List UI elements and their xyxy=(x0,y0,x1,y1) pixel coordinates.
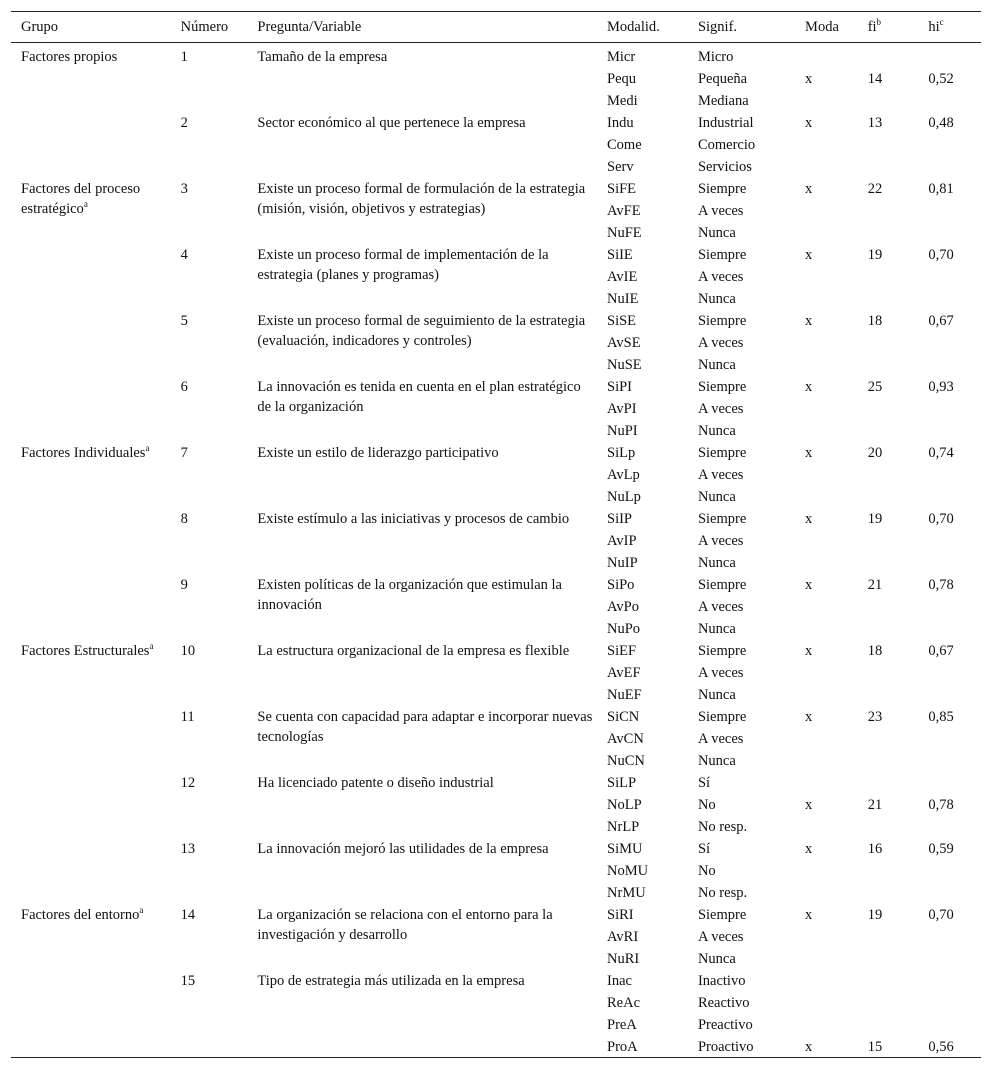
cell-moda xyxy=(795,925,858,947)
cell-moda xyxy=(795,353,858,375)
cell-significado: Siempre xyxy=(697,577,747,593)
grupo-label: Factores Individuales xyxy=(21,445,146,461)
cell-modalidad: NuSE xyxy=(607,357,642,373)
cell-numero: 9 xyxy=(180,577,188,593)
cell-moda xyxy=(795,89,858,111)
cell-modalidad: Indu xyxy=(607,115,634,131)
cell-fi: 14 xyxy=(867,71,883,87)
header-pregunta: Pregunta/Variable xyxy=(247,12,597,43)
cell-moda: x xyxy=(805,181,813,197)
cell-hi: 0,56 xyxy=(928,1039,954,1055)
cell-modalidad: SiEF xyxy=(607,643,637,659)
cell-numero: 6 xyxy=(180,379,188,395)
header-hi-footnote: c xyxy=(939,17,944,28)
cell-significado: Industrial xyxy=(697,115,754,131)
cell-fi: 20 xyxy=(867,445,883,461)
cell-fi: 18 xyxy=(867,313,883,329)
cell-hi xyxy=(918,89,981,111)
cell-hi xyxy=(918,551,981,573)
cell-pregunta: La innovación mejoró las utilidades de la empresa xyxy=(257,841,549,857)
cell-fi xyxy=(858,969,919,991)
cell-moda: x xyxy=(805,577,813,593)
cell-fi: 13 xyxy=(867,115,883,131)
cell-modalidad: Pequ xyxy=(607,71,637,87)
cell-modalidad: ProA xyxy=(607,1039,638,1055)
cell-fi xyxy=(858,221,919,243)
cell-pregunta: La estructura organizacional de la empresa es flexible xyxy=(257,643,570,659)
cell-moda xyxy=(795,331,858,353)
header-fi-label: fi xyxy=(867,19,877,35)
header-row xyxy=(11,12,981,43)
cell-fi xyxy=(858,1013,919,1035)
cell-significado: A veces xyxy=(697,269,744,285)
cell-hi xyxy=(918,419,981,441)
cell-fi xyxy=(858,595,919,617)
cell-numero: 8 xyxy=(180,511,188,527)
cell-significado: No resp. xyxy=(697,885,748,901)
cell-significado: Nunca xyxy=(697,225,736,241)
header-grupo: Grupo xyxy=(11,12,171,43)
cell-fi xyxy=(858,991,919,1013)
cell-moda xyxy=(795,155,858,177)
cell-fi xyxy=(858,529,919,551)
cell-significado: Mediana xyxy=(697,93,749,109)
cell-numero: 11 xyxy=(180,709,195,725)
cell-hi xyxy=(918,661,981,683)
table-row xyxy=(11,177,981,199)
cell-fi xyxy=(858,419,919,441)
cell-fi xyxy=(858,727,919,749)
cell-fi: 15 xyxy=(867,1039,883,1055)
cell-significado: Sí xyxy=(697,775,711,791)
header-hi-label: hi xyxy=(928,19,940,35)
cell-fi: 18 xyxy=(867,643,883,659)
cell-moda xyxy=(795,859,858,881)
cell-numero: 1 xyxy=(180,49,188,65)
cell-pregunta: Existe un proceso formal de formulación de la estrategia (misión, visión, objetivos y estrategias) xyxy=(257,181,586,217)
cell-hi xyxy=(918,683,981,705)
grupo-label: Factores Estructurales xyxy=(21,643,150,659)
cell-moda xyxy=(795,969,858,991)
cell-moda xyxy=(795,265,858,287)
cell-hi: 0,85 xyxy=(928,709,954,725)
cell-fi xyxy=(858,463,919,485)
cell-pregunta: Existe estímulo a las iniciativas y procesos de cambio xyxy=(257,511,570,527)
cell-hi: 0,70 xyxy=(928,247,954,263)
cell-moda: x xyxy=(805,797,813,813)
cell-fi xyxy=(858,397,919,419)
cell-modalidad: AvRI xyxy=(607,929,639,945)
grupo-label: Factores del entorno xyxy=(21,907,140,923)
cell-fi xyxy=(858,287,919,309)
cell-numero: 13 xyxy=(180,841,196,857)
cell-significado: Siempre xyxy=(697,313,747,329)
cell-significado: A veces xyxy=(697,203,744,219)
cell-moda: x xyxy=(805,71,813,87)
cell-hi: 0,81 xyxy=(928,181,954,197)
cell-modalidad: NoMU xyxy=(607,863,649,879)
cell-grupo xyxy=(11,903,171,1058)
cell-modalidad: SiLP xyxy=(607,775,637,791)
cell-moda xyxy=(795,397,858,419)
cell-significado: Nunca xyxy=(697,555,736,571)
cell-hi: 0,93 xyxy=(928,379,954,395)
cell-modalidad: AvSE xyxy=(607,335,641,351)
cell-moda xyxy=(795,881,858,903)
cell-moda xyxy=(795,991,858,1013)
cell-hi xyxy=(918,529,981,551)
cell-modalidad: SiIP xyxy=(607,511,633,527)
cell-moda xyxy=(795,529,858,551)
cell-fi xyxy=(858,771,919,793)
cell-significado: Nunca xyxy=(697,951,736,967)
cell-fi xyxy=(858,199,919,221)
cell-moda xyxy=(795,221,858,243)
cell-significado: Sí xyxy=(697,841,711,857)
cell-fi: 23 xyxy=(867,709,883,725)
innovation-factors-table xyxy=(11,11,981,1058)
cell-modalidad: AvPI xyxy=(607,401,637,417)
cell-hi xyxy=(918,969,981,991)
cell-moda: x xyxy=(805,247,813,263)
cell-hi xyxy=(918,771,981,793)
cell-significado: Proactivo xyxy=(697,1039,754,1055)
cell-fi xyxy=(858,551,919,573)
cell-modalidad: Come xyxy=(607,137,642,153)
header-fi xyxy=(858,12,919,43)
cell-moda xyxy=(795,463,858,485)
cell-modalidad: SiMU xyxy=(607,841,643,857)
cell-moda xyxy=(795,727,858,749)
cell-fi: 16 xyxy=(867,841,883,857)
cell-modalidad: SiCN xyxy=(607,709,640,725)
cell-hi xyxy=(918,485,981,507)
cell-hi xyxy=(918,155,981,177)
cell-hi: 0,67 xyxy=(928,313,954,329)
cell-significado: Inactivo xyxy=(697,973,746,989)
cell-fi xyxy=(858,353,919,375)
cell-fi: 21 xyxy=(867,797,883,813)
cell-hi: 0,78 xyxy=(928,577,954,593)
cell-significado: Nunca xyxy=(697,489,736,505)
cell-modalidad: NuEF xyxy=(607,687,642,703)
cell-hi: 0,74 xyxy=(928,445,954,461)
header-modalidad: Modalid. xyxy=(597,12,688,43)
cell-significado: Siempre xyxy=(697,709,747,725)
cell-fi: 19 xyxy=(867,907,883,923)
cell-moda: x xyxy=(805,1039,813,1055)
cell-modalidad: NuFE xyxy=(607,225,642,241)
cell-modalidad: NuIP xyxy=(607,555,638,571)
cell-numero: 14 xyxy=(180,907,196,923)
cell-hi xyxy=(918,133,981,155)
cell-moda xyxy=(795,199,858,221)
cell-significado: Siempre xyxy=(697,379,747,395)
cell-moda xyxy=(795,419,858,441)
cell-numero: 10 xyxy=(180,643,196,659)
table-row xyxy=(11,639,981,661)
cell-moda: x xyxy=(805,511,813,527)
cell-modalidad: AvCN xyxy=(607,731,644,747)
header-numero: Número xyxy=(171,12,248,43)
cell-numero: 15 xyxy=(180,973,196,989)
cell-hi: 0,48 xyxy=(928,115,954,131)
cell-hi xyxy=(918,815,981,837)
cell-numero: 4 xyxy=(180,247,188,263)
cell-pregunta: Tipo de estrategia más utilizada en la empresa xyxy=(257,973,525,989)
cell-moda xyxy=(795,1013,858,1035)
cell-fi xyxy=(858,265,919,287)
cell-moda xyxy=(795,43,858,68)
cell-fi: 21 xyxy=(867,577,883,593)
cell-fi xyxy=(858,133,919,155)
cell-pregunta: Existe un estilo de liderazgo participativo xyxy=(257,445,499,461)
cell-hi xyxy=(918,221,981,243)
cell-modalidad: Micr xyxy=(607,49,636,65)
cell-hi: 0,70 xyxy=(928,511,954,527)
cell-significado: Comercio xyxy=(697,137,756,153)
cell-modalidad: SiSE xyxy=(607,313,637,329)
cell-fi xyxy=(858,881,919,903)
cell-significado: A veces xyxy=(697,731,744,747)
cell-significado: Nunca xyxy=(697,753,736,769)
cell-modalidad: NuLp xyxy=(607,489,641,505)
cell-moda xyxy=(795,683,858,705)
cell-significado: Nunca xyxy=(697,357,736,373)
header-significado: Signif. xyxy=(688,12,795,43)
cell-modalidad: AvIP xyxy=(607,533,637,549)
cell-fi: 25 xyxy=(867,379,883,395)
cell-pregunta: Existen políticas de la organización que estimulan la innovación xyxy=(257,577,562,613)
cell-pregunta: Existe un proceso formal de seguimiento de la estrategia (evaluación, indicadores y controles) xyxy=(257,313,586,349)
cell-modalidad: Inac xyxy=(607,973,632,989)
cell-significado: Preactivo xyxy=(697,1017,753,1033)
cell-hi: 0,59 xyxy=(928,841,954,857)
cell-modalidad: SiIE xyxy=(607,247,633,263)
grupo-label: Factores propios xyxy=(21,49,118,65)
cell-fi xyxy=(858,617,919,639)
cell-modalidad: NuIE xyxy=(607,291,639,307)
header-fi-footnote: b xyxy=(876,17,882,28)
table-row xyxy=(11,43,981,68)
cell-moda xyxy=(795,287,858,309)
cell-hi xyxy=(918,331,981,353)
table-row xyxy=(11,903,981,925)
cell-significado: A veces xyxy=(697,665,744,681)
cell-significado: Reactivo xyxy=(697,995,750,1011)
cell-fi xyxy=(858,661,919,683)
cell-modalidad: AvLp xyxy=(607,467,640,483)
cell-significado: Pequeña xyxy=(697,71,748,87)
cell-fi xyxy=(858,89,919,111)
grupo-footnote: a xyxy=(145,443,150,454)
cell-significado: Siempre xyxy=(697,445,747,461)
cell-grupo xyxy=(11,177,171,441)
cell-modalidad: ReAc xyxy=(607,995,641,1011)
cell-hi xyxy=(918,925,981,947)
cell-significado: A veces xyxy=(697,467,744,483)
cell-moda xyxy=(795,617,858,639)
cell-modalidad: NrLP xyxy=(607,819,640,835)
cell-moda xyxy=(795,595,858,617)
cell-fi xyxy=(858,43,919,68)
cell-pregunta: Existe un proceso formal de implementación de la estrategia (planes y programas) xyxy=(257,247,549,283)
cell-significado: Siempre xyxy=(697,907,747,923)
cell-significado: Nunca xyxy=(697,423,736,439)
cell-significado: A veces xyxy=(697,533,744,549)
cell-moda xyxy=(795,771,858,793)
cell-fi xyxy=(858,485,919,507)
cell-moda: x xyxy=(805,709,813,725)
cell-modalidad: NoLP xyxy=(607,797,642,813)
cell-fi: 22 xyxy=(867,181,883,197)
cell-fi: 19 xyxy=(867,511,883,527)
grupo-footnote: a xyxy=(149,641,154,652)
cell-modalidad: Medi xyxy=(607,93,638,109)
cell-hi xyxy=(918,199,981,221)
cell-hi xyxy=(918,595,981,617)
cell-significado: Micro xyxy=(697,49,734,65)
cell-modalidad: PreA xyxy=(607,1017,637,1033)
cell-grupo xyxy=(11,639,171,903)
header-hi xyxy=(918,12,981,43)
cell-significado: No xyxy=(697,797,716,813)
cell-fi xyxy=(858,331,919,353)
cell-fi xyxy=(858,155,919,177)
cell-significado: A veces xyxy=(697,335,744,351)
cell-significado: No resp. xyxy=(697,819,748,835)
cell-hi xyxy=(918,265,981,287)
cell-modalidad: AvEF xyxy=(607,665,641,681)
cell-hi: 0,70 xyxy=(928,907,954,923)
cell-numero: 12 xyxy=(180,775,196,791)
cell-hi xyxy=(918,881,981,903)
cell-hi xyxy=(918,397,981,419)
cell-moda: x xyxy=(805,379,813,395)
cell-hi: 0,67 xyxy=(928,643,954,659)
cell-significado: Siempre xyxy=(697,247,747,263)
cell-numero: 5 xyxy=(180,313,188,329)
cell-numero: 2 xyxy=(180,115,188,131)
cell-modalidad: AvIE xyxy=(607,269,638,285)
cell-modalidad: AvFE xyxy=(607,203,641,219)
cell-pregunta: La organización se relaciona con el entorno para la investigación y desarrollo xyxy=(257,907,553,943)
cell-significado: Siempre xyxy=(697,511,747,527)
cell-modalidad: NuPo xyxy=(607,621,641,637)
header-moda: Moda xyxy=(795,12,858,43)
cell-modalidad: NuPI xyxy=(607,423,638,439)
cell-fi xyxy=(858,815,919,837)
cell-significado: Nunca xyxy=(697,687,736,703)
cell-modalidad: SiRI xyxy=(607,907,634,923)
cell-moda xyxy=(795,947,858,969)
cell-modalidad: SiPI xyxy=(607,379,633,395)
cell-hi xyxy=(918,353,981,375)
cell-hi xyxy=(918,947,981,969)
cell-pregunta: Se cuenta con capacidad para adaptar e incorporar nuevas tecnologías xyxy=(257,709,593,745)
cell-hi xyxy=(918,617,981,639)
table-row xyxy=(11,441,981,463)
cell-moda: x xyxy=(805,841,813,857)
cell-grupo xyxy=(11,43,171,178)
cell-modalidad: Serv xyxy=(607,159,634,175)
cell-hi xyxy=(918,859,981,881)
cell-pregunta: La innovación es tenida en cuenta en el plan estratégico de la organización xyxy=(257,379,581,415)
cell-moda: x xyxy=(805,907,813,923)
cell-fi xyxy=(858,947,919,969)
cell-significado: Nunca xyxy=(697,291,736,307)
cell-pregunta: Ha licenciado patente o diseño industrial xyxy=(257,775,494,791)
cell-moda xyxy=(795,551,858,573)
cell-numero: 3 xyxy=(180,181,188,197)
cell-fi xyxy=(858,749,919,771)
cell-modalidad: SiFE xyxy=(607,181,637,197)
cell-modalidad: NuRI xyxy=(607,951,640,967)
cell-numero: 7 xyxy=(180,445,188,461)
cell-modalidad: SiLp xyxy=(607,445,636,461)
cell-hi xyxy=(918,43,981,68)
cell-significado: Siempre xyxy=(697,181,747,197)
cell-significado: No xyxy=(697,863,716,879)
cell-modalidad: SiPo xyxy=(607,577,635,593)
cell-moda xyxy=(795,749,858,771)
cell-hi xyxy=(918,727,981,749)
cell-fi: 19 xyxy=(867,247,883,263)
cell-hi: 0,52 xyxy=(928,71,954,87)
cell-pregunta: Sector económico al que pertenece la empresa xyxy=(257,115,526,131)
cell-hi xyxy=(918,749,981,771)
cell-significado: Nunca xyxy=(697,621,736,637)
cell-moda: x xyxy=(805,643,813,659)
table-body xyxy=(11,43,981,1058)
cell-moda xyxy=(795,815,858,837)
cell-modalidad: AvPo xyxy=(607,599,639,615)
cell-moda: x xyxy=(805,445,813,461)
cell-modalidad: NuCN xyxy=(607,753,645,769)
cell-significado: A veces xyxy=(697,401,744,417)
cell-significado: A veces xyxy=(697,929,744,945)
cell-modalidad: NrMU xyxy=(607,885,646,901)
cell-moda xyxy=(795,485,858,507)
cell-pregunta: Tamaño de la empresa xyxy=(257,49,388,65)
cell-significado: Siempre xyxy=(697,643,747,659)
cell-significado: A veces xyxy=(697,599,744,615)
cell-hi: 0,78 xyxy=(928,797,954,813)
cell-fi xyxy=(858,859,919,881)
cell-moda: x xyxy=(805,115,813,131)
cell-hi xyxy=(918,463,981,485)
cell-moda xyxy=(795,661,858,683)
grupo-label: Factores del proceso estratégico xyxy=(21,181,141,217)
grupo-footnote: a xyxy=(83,199,88,210)
cell-fi xyxy=(858,683,919,705)
cell-moda xyxy=(795,133,858,155)
cell-grupo xyxy=(11,441,171,639)
grupo-footnote: a xyxy=(139,905,144,916)
cell-hi xyxy=(918,1013,981,1035)
cell-fi xyxy=(858,925,919,947)
cell-significado: Servicios xyxy=(697,159,752,175)
cell-hi xyxy=(918,287,981,309)
cell-hi xyxy=(918,991,981,1013)
cell-moda: x xyxy=(805,313,813,329)
